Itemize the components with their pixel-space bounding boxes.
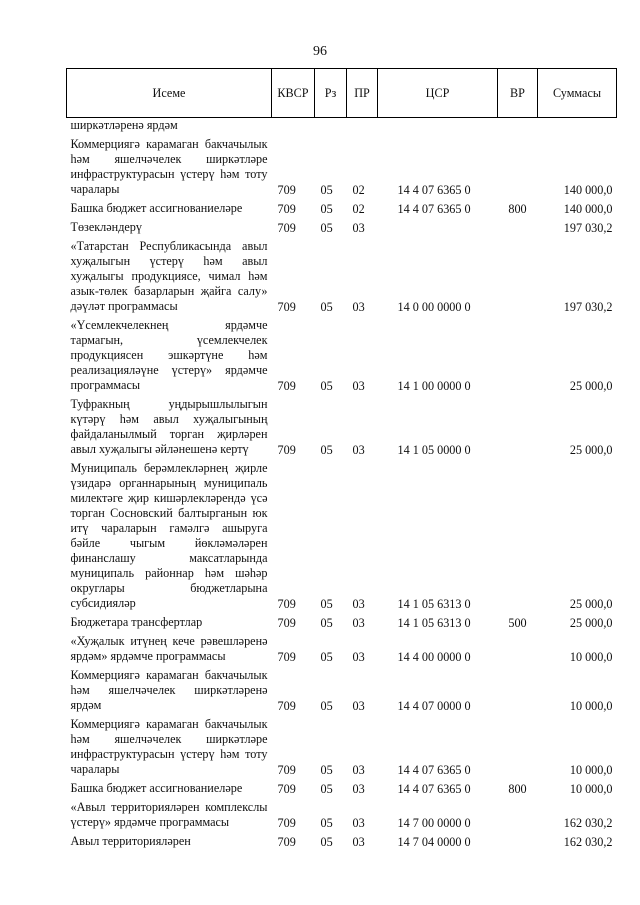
row-name: Коммерциягә карамаган бакчачылык һәм яшелчәчелек ширкәтләре инфраструктурасын үстерү һәм тоту чаралары [70,137,268,196]
row-rz: 05 [320,202,333,216]
row-csr [378,217,498,236]
table-row [67,118,617,135]
row-rz: 05 [320,379,333,393]
row-kvsr: 709 [277,835,296,849]
row-name: Коммерциягә карамаган бакчачылык һәм яшелчәчелек ширкәтләренә ярдәм [70,668,268,712]
row-csr: 14 4 07 0000 0 [397,699,471,713]
row-vr [498,394,538,458]
row-name: Коммерциягә карамаган бакчачылык һәм яшелчәчелек ширкәтләре инфраструктурасын үстерү һәм тоту чаралары [70,717,268,776]
row-vr [498,217,538,236]
table-row [67,394,617,458]
table-row [67,217,617,236]
row-csr [378,118,498,135]
header-rz: Рз [315,69,347,118]
row-sum: 197 030,2 [563,300,613,314]
table-body [67,118,617,851]
header-pr: ПР [347,69,378,118]
table-row [67,198,617,217]
table-header [67,69,617,118]
row-sum: 162 030,2 [563,835,613,849]
row-rz: 05 [320,300,333,314]
row-vr [498,714,538,778]
row-kvsr: 709 [277,816,296,830]
row-pr: 03 [352,443,365,457]
row-kvsr: 709 [277,183,296,197]
row-vr [498,236,538,315]
row-sum: 140 000,0 [563,202,613,216]
header-vr: ВР [498,69,538,118]
row-sum: 140 000,0 [563,183,613,197]
row-sum: 10 000,0 [569,763,613,777]
row-sum: 25 000,0 [569,443,613,457]
row-sum: 10 000,0 [569,782,613,796]
row-name: «Үсемлекчелекнең ярдәмче тармагын, үсемлекчелек продукциясен эшкәртүне һәм реализацияләүне үстерү» ярдәмче программасы [70,318,268,392]
row-vr: 800 [508,782,527,796]
header-kvsr: КВСР [272,69,315,118]
row-name: ширкәтләренә ярдәм [70,118,178,132]
row-pr: 03 [352,650,365,664]
row-sum [538,118,617,135]
row-csr: 14 1 05 6313 0 [397,616,471,630]
row-vr [498,134,538,198]
table-row [67,831,617,850]
table-row [67,714,617,778]
row-sum: 25 000,0 [569,379,613,393]
budget-table [66,68,617,850]
row-name: Муниципаль берәмлекләрнең җирле үзидарә органнарының муниципаль милектәге җир кишәрлекләрендә үсә торган Сосновский балтырганын юк итү чараларын гамәлгә ашыруга бәйле чыгым йөкләмәләрен финанслашу максатларында муниципаль районнар һәм шәһәр округлары бюджетларына субсидияләр [70,461,268,610]
table-row [67,458,617,612]
row-rz: 05 [320,835,333,849]
row-rz: 05 [320,443,333,457]
row-vr [498,631,538,665]
row-rz: 05 [320,597,333,611]
row-pr: 03 [352,699,365,713]
page-number: 96 [313,44,327,59]
row-vr: 800 [508,202,527,216]
row-csr: 14 4 07 6365 0 [397,202,471,216]
row-pr: 03 [352,763,365,777]
row-vr [498,797,538,831]
row-name: «Татарстан Республикасында авыл хуҗалыгын үстерү һәм авыл хуҗалыгы продукциясе, чимал һәм азык-төлек базарларын җайга салу» дәүләт программасы [70,239,268,313]
row-vr [498,118,538,135]
row-vr [498,458,538,612]
row-kvsr: 709 [277,597,296,611]
row-pr: 02 [352,183,365,197]
row-vr [498,315,538,394]
row-rz: 05 [320,763,333,777]
row-sum: 25 000,0 [569,616,613,630]
row-kvsr: 709 [277,763,296,777]
header-sum: Суммасы [538,69,617,118]
row-kvsr: 709 [277,300,296,314]
row-name: «Хуҗалык итүнең кече рәвешләренә ярдәм» ярдәмче программасы [70,634,268,663]
row-pr: 03 [352,300,365,314]
row-kvsr: 709 [277,379,296,393]
row-kvsr: 709 [277,782,296,796]
table-row [67,665,617,714]
row-name: Башка бюджет ассигнованиеләре [70,781,243,795]
row-csr: 14 1 05 6313 0 [397,597,471,611]
row-vr [498,665,538,714]
row-pr: 03 [352,597,365,611]
row-csr: 14 4 07 6365 0 [397,183,471,197]
row-kvsr: 709 [277,616,296,630]
row-csr: 14 4 07 6365 0 [397,763,471,777]
row-rz: 05 [320,816,333,830]
row-rz: 05 [320,616,333,630]
row-pr: 03 [352,835,365,849]
row-sum: 10 000,0 [569,650,613,664]
row-csr: 14 4 07 6365 0 [397,782,471,796]
row-csr: 14 7 00 0000 0 [397,816,471,830]
row-name: «Авыл территорияләрен комплекслы үстерү» ярдәмче программасы [70,800,268,829]
row-pr: 03 [352,616,365,630]
row-rz: 05 [320,221,333,235]
row-vr [498,831,538,850]
row-name: Төзекләндерү [70,220,142,234]
row-kvsr: 709 [277,221,296,235]
row-kvsr: 709 [277,650,296,664]
row-sum: 197 030,2 [563,221,613,235]
row-pr: 03 [352,379,365,393]
row-sum: 10 000,0 [569,699,613,713]
table-row [67,612,617,631]
row-vr: 500 [508,616,527,630]
row-kvsr: 709 [277,699,296,713]
table-row [67,134,617,198]
table-row [67,236,617,315]
row-pr: 03 [352,782,365,796]
row-pr [347,118,378,135]
row-name: Туфракның уңдырышлылыгын күтәрү һәм авыл хуҗалыгының файдаланылмый торган җирләрен авыл хуҗалыгы әйләнешенә кертү [70,397,268,456]
row-sum: 162 030,2 [563,816,613,830]
row-rz: 05 [320,183,333,197]
row-rz: 05 [320,782,333,796]
row-csr: 14 7 04 0000 0 [397,835,471,849]
row-csr: 14 1 00 0000 0 [397,379,471,393]
header-csr: ЦСР [378,69,498,118]
table-row [67,315,617,394]
row-rz: 05 [320,699,333,713]
table-row [67,631,617,665]
table-row [67,778,617,797]
row-sum: 25 000,0 [569,597,613,611]
row-rz [315,118,347,135]
row-csr: 14 4 00 0000 0 [397,650,471,664]
row-csr: 14 0 00 0000 0 [397,300,471,314]
row-csr: 14 1 05 0000 0 [397,443,471,457]
row-name: Башка бюджет ассигнованиеләре [70,201,243,215]
header-name: Исеме [67,69,272,118]
row-kvsr [272,118,315,135]
row-pr: 03 [352,221,365,235]
row-pr: 03 [352,816,365,830]
row-kvsr: 709 [277,202,296,216]
row-pr: 02 [352,202,365,216]
table-row [67,797,617,831]
row-kvsr: 709 [277,443,296,457]
row-name: Авыл территорияләрен [70,834,191,848]
row-rz: 05 [320,650,333,664]
row-name: Бюджетара трансфертлар [70,615,203,629]
